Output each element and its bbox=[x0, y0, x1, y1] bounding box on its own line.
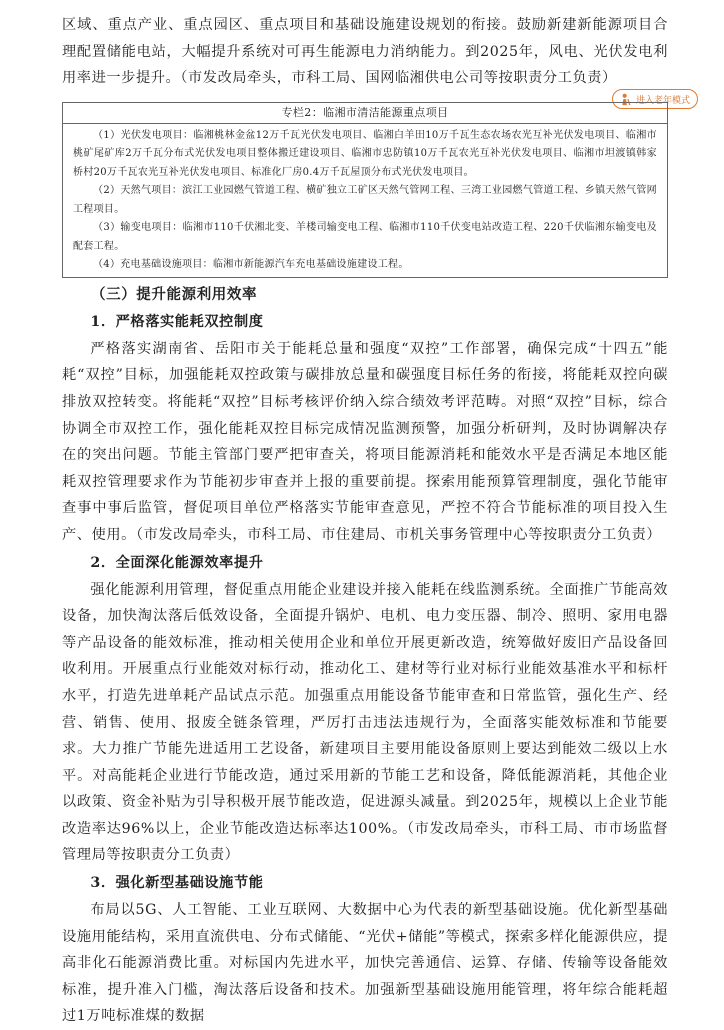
box-item-charging: （4）充电基础设施项目：临湘市新能源汽车充电基础设施建设工程。 bbox=[93, 259, 409, 271]
intro-paragraph: 区域、重点产业、重点园区、重点项目和基础设施建设规划的衔接。鼓励新建新能源项目合理配置储能电站，大幅提升系统对可再生能源电力消纳能力。到2025年，风电、光伏发电利用率进一步提升。（市发改局牵头，市科工局、国网临湘供电公司等按职责分工负责） bbox=[62, 17, 668, 87]
box-title: 专栏2：临湘市清洁能源重点项目 bbox=[63, 103, 667, 124]
paragraph-3: 布局以5G、人工智能、工业互联网、大数据中心为代表的新型基础设施。优化新型基础设施用能结构，采用直流供电、分布式储能、“光伏+储能”等模式，探索多样化能源供应，提高非化石能源消费比重。对标国内先进水平，加快完善通信、运算、存储、传输等设备能效标准，提升准入门槛，淘汰落后设备和技术。加强新型基础设施用能管理，将年综合能耗超过1万吨标准煤的数据 bbox=[62, 902, 668, 1025]
box-item-solar: （1）光伏发电项目：临湘桃林金盆12万千瓦光伏发电项目、临湘白羊田10万千瓦生态农场农光互补光伏发电项目、临湘市桃矿尾矿库2万千瓦分布式光伏发电项目整体搬迁建设项目、临湘市忠防镇10万千瓦农光互补光伏发电项目、临湘市坦渡镇韩家桥村20万千瓦农光互补光伏发电项目、标准化厂房0.4万千瓦屋顶分布式光伏发电项目。 bbox=[73, 129, 657, 178]
section-heading: （三）提升能源利用效率 bbox=[91, 285, 258, 303]
project-box bbox=[62, 102, 668, 278]
box-item-power: （3）输变电项目：临湘市110千伏湘北变、羊楼司输变电工程、临湘市110千伏变电站改造工程、220千伏临湘东输变电及配套工程。 bbox=[73, 222, 657, 252]
document-body bbox=[62, 12, 668, 1030]
subheading-1: 1．严格落实能耗双控制度 bbox=[90, 313, 264, 330]
box-item-gas: （2）天然气项目：滨江工业园燃气管道工程、横矿独立工矿区天然气管网工程、三湾工业园燃气管道工程、乡镇天然气管网工程项目。 bbox=[73, 185, 657, 215]
elder-mode-label: 进入老年模式 bbox=[635, 95, 690, 106]
paragraph-2: 强化能源利用管理，督促重点用能企业建设并接入能耗在线监测系统。全面推广节能高效设备，加快淘汰落后低效设备，全面提升锅炉、电机、电力变压器、制冷、照明、家用电器等产品设备的能效标准，推动相关使用企业和单位开展更新改造，统筹做好废旧产品设备回收利用。开展重点行业能效对标行动，推动化工、建材等行业对标行业能效基准水平和标杆水平，打造先进单耗产品试点示范。加强重点用能设备节能审查和日常监管，强化生产、经营、销售、使用、报废全链条管理，严厉打击违法违规行为，全面落实能效标准和节能要求。大力推广节能先进适用工艺设备，新建项目主要用能设备原则上要达到能效二级以上水平。对高能耗企业进行节能改造，通过采用新的节能工艺和设备，降低能源消耗，其他企业以政策、资金补贴为引导积极开展节能改造，促进源头减量。到2025年，规模以上企业节能改造率达96%以上，企业节能改造达标率达100%。（市发改局牵头，市科工局、市市场监督管理局等按职责分工负责） bbox=[62, 581, 668, 864]
subheading-3: 3．强化新型基础设施节能 bbox=[90, 875, 264, 892]
subheading-2: 2．全面深化能源效率提升 bbox=[90, 554, 264, 571]
paragraph-1: 严格落实湖南省、岳阳市关于能耗总量和强度“双控”工作部署，确保完成“十四五”能耗“双控”目标，加强能耗双控政策与碳排放总量和碳强度目标任务的衔接，将能耗双控向碳排放双控转变。将能耗“双控”目标考核评价纳入综合绩效考评范畴。对照“双控”目标，综合协调全市双控工作，强化能耗双控目标完成情况监测预警，加强分析研判，及时协调解决存在的突出问题。节能主管部门要严把审查关，将项目能源消耗和能效水平是否满足本地区能耗双控管理要求作为节能初步审查并上报的重要前提。探索用能预算管理制度，强化节能审查事中事后监管，督促项目单位严格落实节能审查意见，严控不符合节能标准的项目投入生产、使用。（市发改局牵头，市科工局、市住建局、市机关事务管理中心等按职责分工负责） bbox=[62, 340, 668, 543]
